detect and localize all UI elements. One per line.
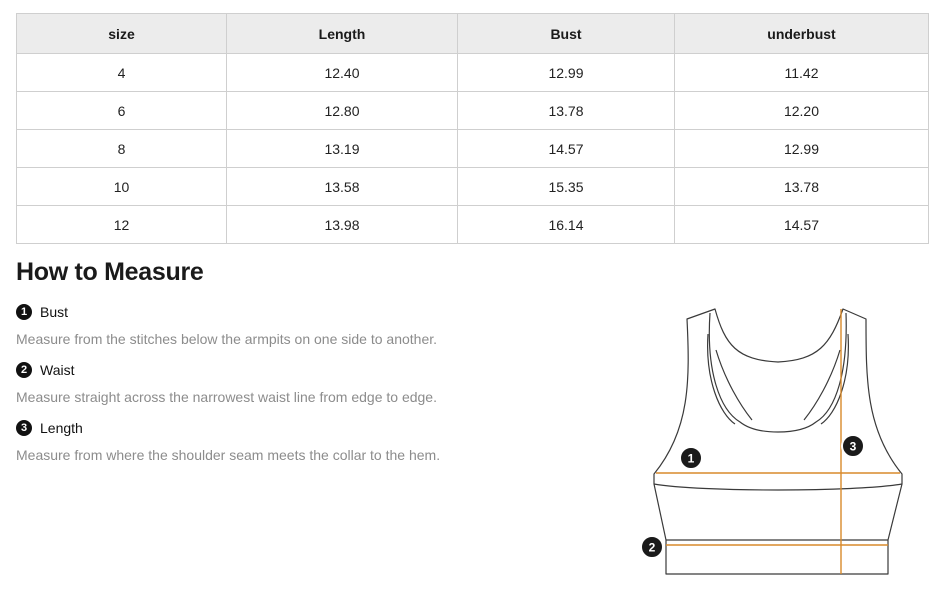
sports-bra-outline-icon [630,300,920,590]
waist-marker [641,536,663,558]
cell-underbust: 14.57 [675,206,929,244]
header-size: size [17,14,227,54]
measure-description: Measure from the stitches below the armpits on one side to another. [16,331,438,347]
cell-underbust: 12.20 [675,92,929,130]
cell-length: 12.40 [227,54,458,92]
cell-length: 13.98 [227,206,458,244]
cell-underbust: 13.78 [675,168,929,206]
marker-number: 2 [648,540,656,555]
cell-size: 6 [17,92,227,130]
number-badge-icon: 1 [16,304,32,320]
header-bust: Bust [458,14,675,54]
measure-description: Measure straight across the narrowest waist line from edge to edge. [16,389,437,405]
size-chart-table [16,13,929,244]
table-row [17,130,929,168]
number-badge-icon: 2 [16,362,32,378]
number-badge-icon: 3 [16,420,32,436]
cell-underbust: 12.99 [675,130,929,168]
cell-size: 4 [17,54,227,92]
cell-size: 8 [17,130,227,168]
length-marker [842,435,864,457]
how-to-measure-title: How to Measure [16,258,204,286]
measure-item-bust [16,302,576,360]
bust-marker [680,447,702,469]
cell-size: 12 [17,206,227,244]
table-row [17,92,929,130]
measure-instructions [16,302,576,476]
measure-item-waist [16,360,576,418]
table-row [17,168,929,206]
measure-description: Measure from where the shoulder seam meets the collar to the hem. [16,447,441,463]
cell-bust: 16.14 [458,206,675,244]
measure-label: Waist [40,362,75,378]
cell-underbust: 11.42 [675,54,929,92]
marker-number: 3 [849,439,857,454]
cell-bust: 14.57 [458,130,675,168]
measure-label: Bust [40,304,69,320]
cell-bust: 15.35 [458,168,675,206]
cell-length: 13.58 [227,168,458,206]
table-row [17,206,929,244]
cell-bust: 13.78 [458,92,675,130]
header-underbust: underbust [675,14,929,54]
cell-bust: 12.99 [458,54,675,92]
marker-number: 1 [687,451,695,466]
cell-length: 12.80 [227,92,458,130]
measure-item-length [16,418,576,476]
table-header-row [17,14,929,54]
measure-label: Length [40,420,83,436]
table-row [17,54,929,92]
header-length: Length [227,14,458,54]
cell-length: 13.19 [227,130,458,168]
cell-size: 10 [17,168,227,206]
